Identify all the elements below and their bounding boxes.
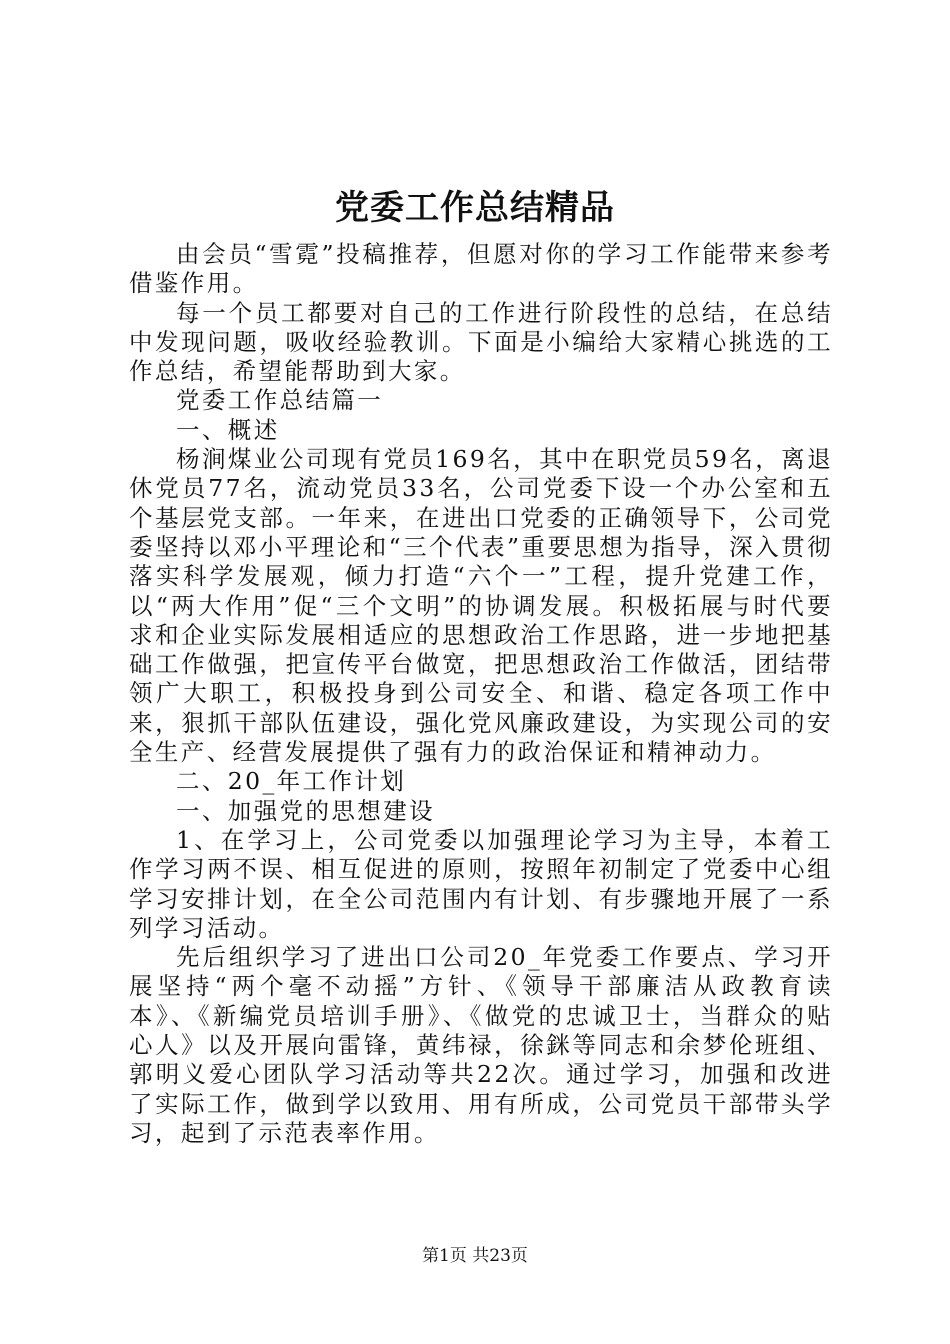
- section-heading-plan: 二、20_年工作计划: [176, 767, 407, 796]
- paragraph-study: 1、在学习上，公司党委以加强理论学习为主导，本着工作学习两不误、相互促进的原则，按照年初制定了党委中心组学习安排计划，在全公司范围内有计划、有步骤地开展了一系列学习活动。: [129, 825, 833, 942]
- paragraph-overview: 杨涧煤业公司现有党员169名，其中在职党员59名，离退休党员77名，流动党员33名，公司党委下设一个办公室和五个基层党支部。一年来，在进出口党委的正确领导下，公司党委坚持以邓小平理论和“三个代表”重要思想为指导，深入贯彻落实科学发展观，倾力打造“六个一”工程，提升党建工作，以“两大作用”促“三个文明”的协调发展。积极拓展与时代要求和企业实际发展相适应的思想政治工作思路，进一步地把基础工作做强，把宣传平台做宽，把思想政治工作做活，团结带领广大职工，积极投身到公司安全、和谐、稳定各项工作中来，狠抓干部队伍建设，强化党风廉政建设，为实现公司的安全生产、经营发展提供了强有力的政治保证和精神动力。: [129, 445, 833, 767]
- paragraph-study-activities: 先后组织学习了进出口公司20_年党委工作要点、学习开展坚持“两个毫不动摇”方针、《领导干部廉洁从政教育读本》、《新编党员培训手册》、《做党的忠诚卫士，当群众的贴心人》以及开展向雷锋，黄纬禄，徐銤等同志和余梦伦班组、郭明义爱心团队学习活动等共22次。通过学习，加强和改进了实际工作，做到学以致用、用有所成，公司党员干部带头学习，起到了示范表率作用。: [129, 943, 833, 1147]
- page-number-footer: 第1页 共23页: [422, 1246, 528, 1266]
- paragraph-summary-purpose: 每一个员工都要对自己的工作进行阶段性的总结，在总结中发现问题，吸收经验教训。下面是小编给大家精心挑选的工作总结，希望能帮助到大家。: [129, 298, 833, 386]
- section-heading-overview: 一、概述: [176, 415, 280, 444]
- section-heading-ideology: 一、加强党的思想建设: [176, 796, 435, 825]
- paragraph-intro: 由会员“雪霓”投稿推荐，但愿对你的学习工作能带来参考借鉴作用。: [129, 240, 833, 298]
- document-title: 党委工作总结精品: [335, 188, 615, 228]
- document-body: [129, 240, 833, 1148]
- section-heading-part-one: 党委工作总结篇一: [176, 386, 384, 415]
